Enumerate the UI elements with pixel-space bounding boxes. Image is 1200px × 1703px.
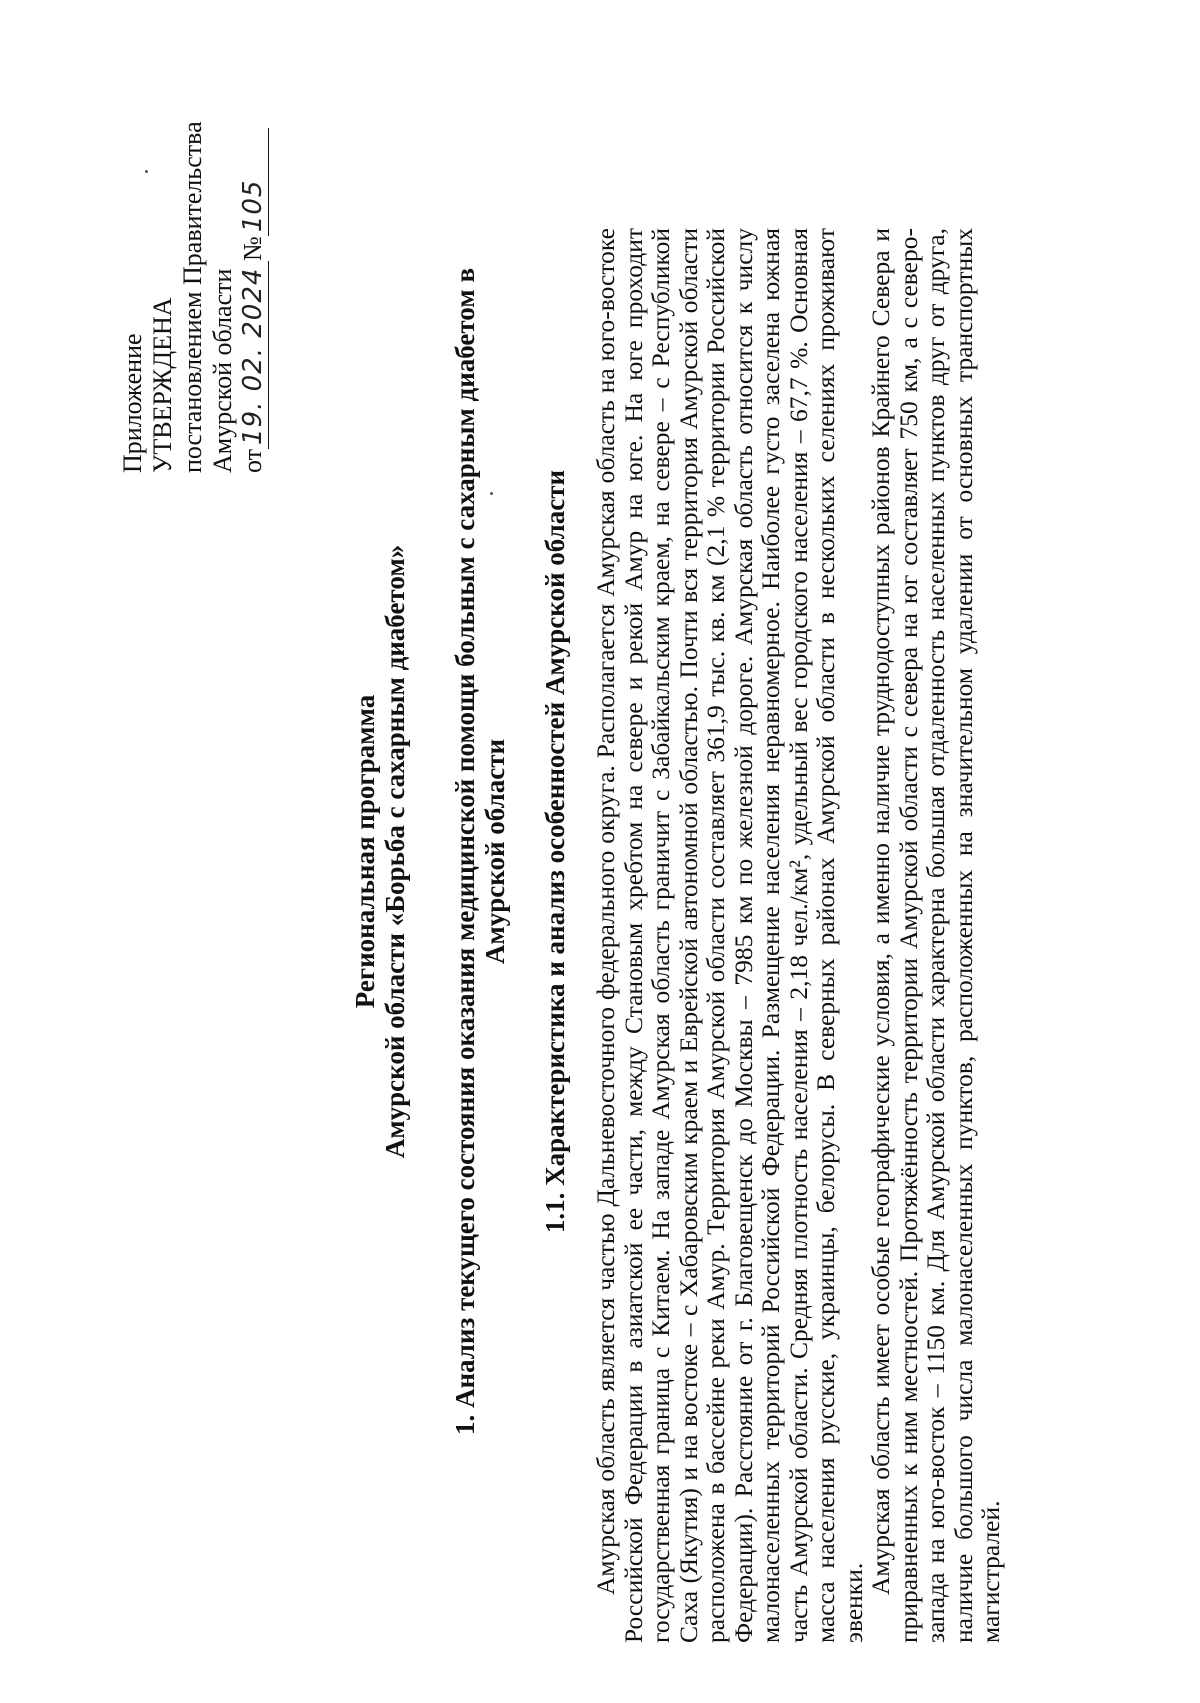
- section-heading-line-1: 1. Анализ текущего состояния оказания медицинской помощи больным с сахарным диабетом в: [450, 267, 480, 1436]
- resolution-label: постановлением Правительства: [178, 121, 207, 473]
- subsection-heading: 1.1. Характеристика и анализ особенностей Амурской области: [540, 469, 570, 1234]
- handwritten-date: 19. 02. 2024: [238, 261, 269, 449]
- date-number-line: [238, 13, 269, 473]
- paragraph-1: Амурская область является частью Дальневосточного федерального округа. Располагается Амурская область на юго-востоке Российской Федерации в азиатской ее части, между Становым хребтом на севере и рекой Амур на юге. На юге проходит государственная граница с Китаем. На западе Амурская область граничит с Забайкальским краем, на севере – с Республикой Саха (Якутия) и на востоке – с Хабаровским краем и Еврейской автономной областью. Почти вся территория Амурской области расположена в бассейне реки Амур. Территория Амурской области составляет 361,9 тыс. кв. км (2,1 % территории Российской Федерации). Расстояние от г. Благовещенск до Москвы – 7985 км по железной дороге. Амурская область относится к числу малонаселенных территорий Российской Федерации. Размещение населения неравномерное. Наиболее густо заселена южная часть Амурской области. Средняя плотность населения – 2,18 чел./км², удельный вес городского населения – 67,7 %. Основная масса населения русские, украинцы, белорусы. В северных районах Амурской области в нескольких селениях проживают эвенки.: [591, 228, 868, 1643]
- appendix-label: Приложение: [118, 333, 147, 473]
- program-title-line-1: Региональная программа: [350, 694, 380, 1009]
- section-heading: [450, 0, 510, 1703]
- handwritten-number: 105: [238, 128, 269, 236]
- date-prefix: от: [238, 448, 267, 473]
- region-label: Амурской области: [208, 268, 237, 473]
- body-text: [592, 228, 1005, 1643]
- paragraph-2: Амурская область имеет особые географические условия, а именно наличие труднодоступных районов Крайнего Севера и приравненных к ним местностей. Протяжённость территории Амурской области с севера на юг составляет 750 км, а с северо-запада на юго-восток – 1150 км. Для Амурской области характерна большая отдаленность населенных пунктов друг от друга, наличие большого числа малонаселенных пунктов, расположенных на значительном удалении от основных транспортных магистралей.: [866, 228, 1005, 1643]
- approved-label: УТВЕРЖДЕНА: [148, 297, 177, 473]
- number-label: №: [238, 236, 267, 261]
- section-heading-line-2: Амурской области: [480, 738, 510, 965]
- program-title-line-2: Амурской области «Борьба с сахарным диабетом»: [380, 544, 410, 1159]
- program-title: [350, 0, 410, 1703]
- approval-block: [118, 13, 269, 473]
